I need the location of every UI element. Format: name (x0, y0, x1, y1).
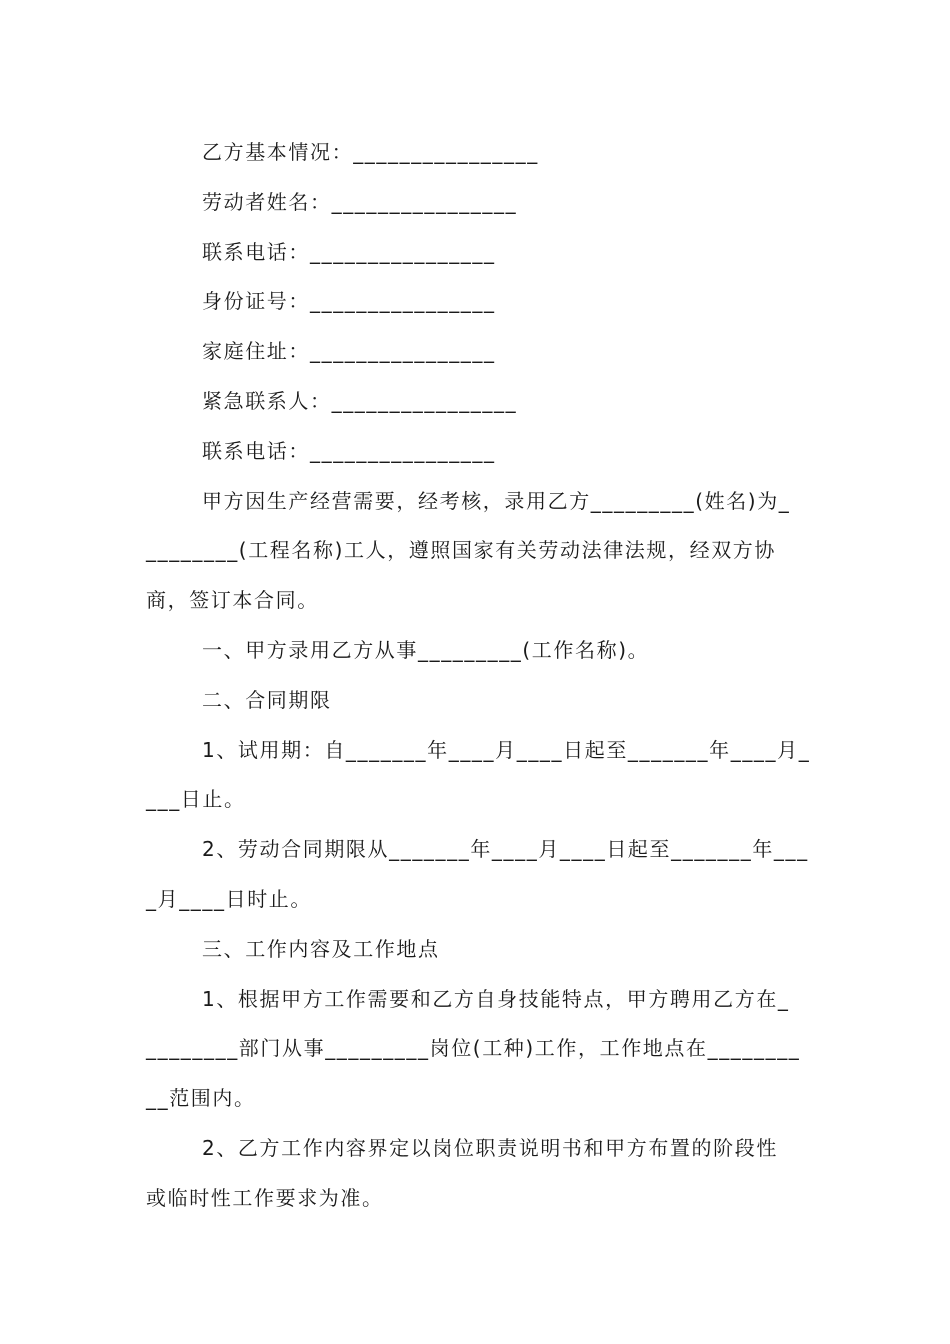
document-body (146, 128, 811, 1224)
text-line: 联系电话：________________ (202, 438, 496, 463)
text-line: ________部门从事_________岗位(工种)工作，工作地点在________ (146, 1036, 801, 1061)
text-line: ________(工程名称)工人，遵照国家有关劳动法律法规，经双方协 (146, 538, 777, 563)
text-line: 1、试用期：自_______年____月____日起至_______年____月_ (202, 737, 811, 762)
text-line: _月____日时止。 (146, 886, 312, 911)
section-heading: 二、合同期限 (202, 687, 332, 712)
text-line: 1、根据甲方工作需要和乙方自身技能特点，甲方聘用乙方在_ (202, 986, 790, 1011)
section-heading: 三、工作内容及工作地点 (202, 936, 440, 961)
text-line: 商，签订本合同。 (146, 588, 319, 613)
text-line: 身份证号：________________ (202, 289, 496, 314)
text-line: 乙方基本情况：________________ (202, 140, 539, 164)
text-line: 家庭住址：________________ (202, 339, 496, 364)
text-line: 一、甲方录用乙方从事_________(工作名称)。 (202, 637, 650, 662)
text-line: 劳动者姓名：________________ (202, 189, 518, 214)
text-line: 联系电话：________________ (202, 239, 496, 264)
text-line: ___日止。 (146, 787, 246, 812)
text-line: 紧急联系人：________________ (202, 388, 518, 413)
text-line: __范围内。 (146, 1086, 256, 1111)
text-line: 2、乙方工作内容界定以岗位职责说明书和甲方布置的阶段性 (202, 1135, 778, 1160)
text-line: 2、劳动合同期限从_______年____月____日起至_______年___ (202, 837, 809, 862)
text-line: 甲方因生产经营需要，经考核，录用乙方_________(姓名)为_ (202, 488, 791, 513)
text-line: 或临时性工作要求为准。 (146, 1185, 384, 1210)
